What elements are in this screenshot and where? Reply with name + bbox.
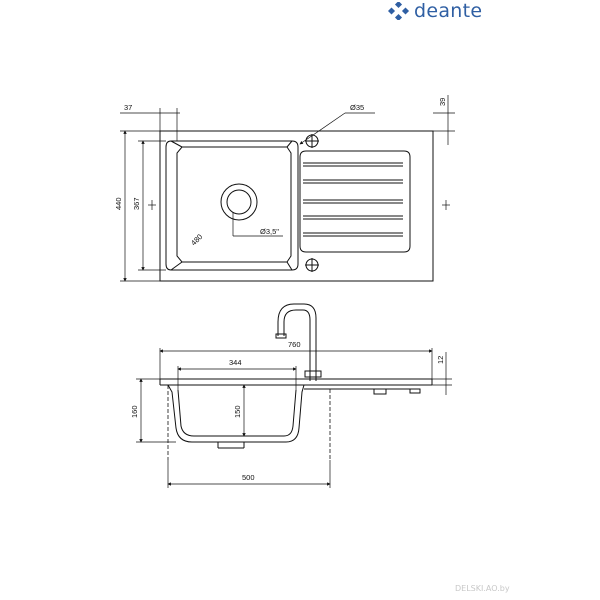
sink-outline [160, 131, 433, 281]
dim-bowl-height: 367 [132, 197, 141, 210]
dim-bowl-depth: 150 [233, 405, 242, 418]
dim-bowl-width: 344 [229, 358, 242, 367]
drain-outer [221, 184, 257, 220]
bowl-outer [166, 141, 298, 270]
watermark: DELSKI.AO.by [455, 584, 510, 593]
drainboard-grooves [303, 163, 403, 236]
dim-total-width: 760 [288, 340, 301, 349]
dim-total-height: 440 [114, 197, 123, 210]
dim-cabinet-width: 500 [242, 473, 255, 482]
top-view [120, 95, 455, 281]
dim-bowl-diagonal: 480 [189, 232, 205, 248]
dim-right-height: 39 [438, 97, 447, 106]
dim-drain-diameter: Ø35 [350, 103, 365, 112]
brand-name: deante [414, 0, 483, 22]
dim-rim-thickness: 12 [436, 355, 445, 364]
drain-inner [227, 190, 251, 214]
side-view [136, 304, 452, 488]
dim-top-offset: 37 [124, 103, 133, 112]
dim-outlet-diameter: Ø3,5" [260, 227, 279, 236]
dim-sink-depth: 160 [130, 405, 139, 418]
